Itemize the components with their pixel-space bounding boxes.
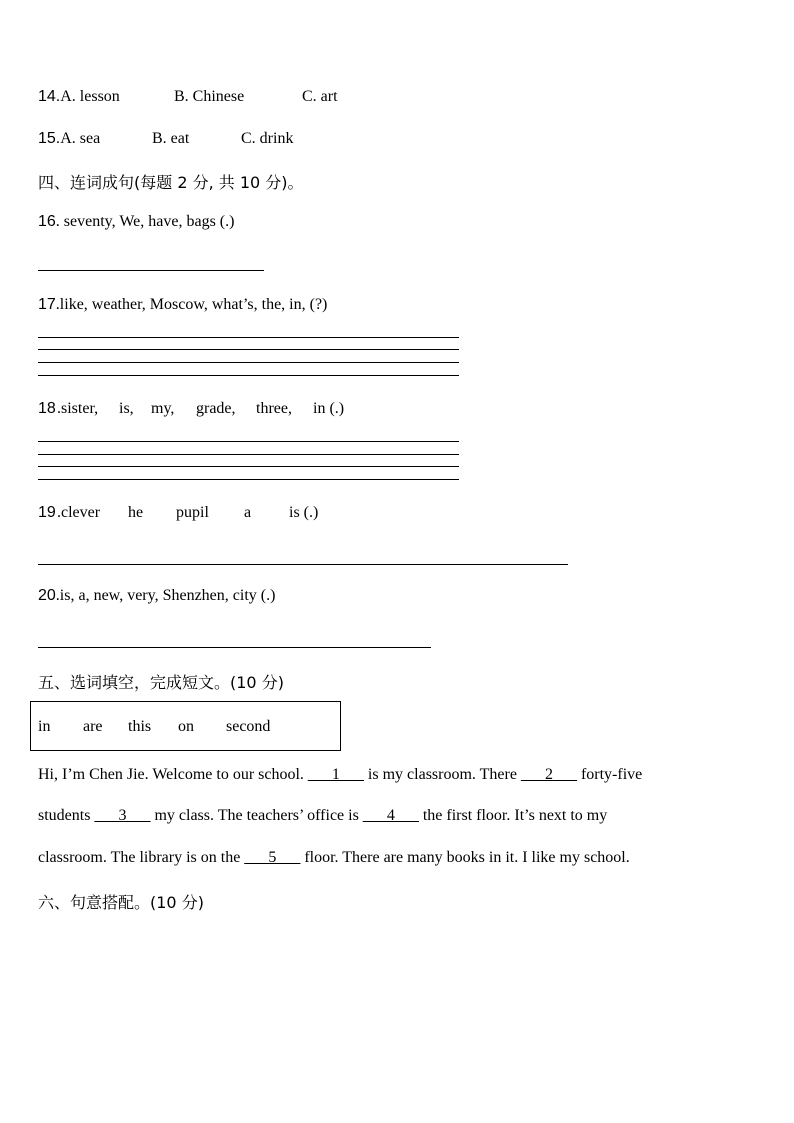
question-20 bbox=[38, 587, 275, 605]
passage-line-3: classroom. The library is on the ___5___ floor. There are many books in it. I like my school. bbox=[38, 849, 630, 866]
option-b: B. Chinese bbox=[174, 88, 245, 105]
question-text: . seventy, We, have, bags (.) bbox=[55, 213, 235, 230]
word: three, bbox=[256, 400, 292, 417]
section-4-title: 四、连词成句(每题 2 分, 共 10 分)。 bbox=[38, 173, 304, 192]
word-bank-item: are bbox=[83, 718, 103, 735]
blank-3[interactable]: ___3___ bbox=[94, 807, 151, 824]
option-a: A. sea bbox=[60, 130, 101, 147]
question-18 bbox=[38, 400, 56, 418]
answer-line bbox=[38, 270, 264, 271]
answer-line bbox=[38, 375, 459, 376]
answer-line bbox=[38, 564, 568, 565]
question-number: 18 bbox=[38, 400, 56, 417]
question-number: 19 bbox=[38, 504, 56, 521]
question-number: 17 bbox=[38, 296, 56, 313]
blank-2[interactable]: ___2___ bbox=[520, 766, 577, 783]
answer-line bbox=[38, 479, 459, 480]
blank-4[interactable]: ___4___ bbox=[362, 807, 419, 824]
option-c: C. drink bbox=[241, 130, 294, 147]
question-text: .like, weather, Moscow, what’s, the, in, (?) bbox=[55, 296, 328, 313]
word-bank-item: on bbox=[178, 718, 194, 735]
word: grade, bbox=[196, 400, 236, 417]
passage-line-2: students ___3___ my class. The teachers’ office is ___4___ the first floor. It’s next to my bbox=[38, 807, 608, 824]
option-b: B. eat bbox=[152, 130, 190, 147]
answer-line bbox=[38, 349, 459, 350]
word: pupil bbox=[176, 504, 209, 521]
word-bank-item: in bbox=[38, 718, 51, 735]
word: .sister, bbox=[57, 400, 99, 417]
option-a: A. lesson bbox=[60, 88, 120, 105]
word: is, bbox=[119, 400, 134, 417]
blank-1[interactable]: ___1___ bbox=[307, 766, 364, 783]
question-number: 20 bbox=[38, 587, 56, 604]
blank-5[interactable]: ___5___ bbox=[244, 849, 301, 866]
word: my, bbox=[151, 400, 175, 417]
question-14 bbox=[38, 88, 120, 106]
word: is (.) bbox=[289, 504, 319, 521]
word-bank-item: this bbox=[128, 718, 152, 735]
option-c: C. art bbox=[302, 88, 338, 105]
answer-line bbox=[38, 454, 459, 455]
word: .clever bbox=[57, 504, 101, 521]
question-number: 15. bbox=[38, 130, 61, 147]
answer-line bbox=[38, 337, 459, 338]
word: he bbox=[128, 504, 144, 521]
question-17 bbox=[38, 296, 327, 314]
question-19 bbox=[38, 504, 56, 522]
section-5-title: 五、选词填空，完成短文。(10 分) bbox=[38, 673, 284, 692]
answer-line bbox=[38, 647, 431, 648]
word: in (.) bbox=[313, 400, 345, 417]
question-15 bbox=[38, 130, 100, 148]
section-6-title: 六、句意搭配。(10 分) bbox=[38, 893, 204, 912]
question-number: 14. bbox=[38, 88, 61, 105]
word-bank-box bbox=[30, 701, 341, 751]
question-text: .is, a, new, very, Shenzhen, city (.) bbox=[55, 587, 276, 604]
word: a bbox=[244, 504, 252, 521]
passage-line-1: Hi, I’m Chen Jie. Welcome to our school. ___1___ is my classroom. There ___2___ forty-five bbox=[38, 766, 643, 783]
question-number: 16 bbox=[38, 213, 56, 230]
answer-line bbox=[38, 441, 459, 442]
answer-line bbox=[38, 466, 459, 467]
answer-line bbox=[38, 362, 459, 363]
word-bank-item: second bbox=[226, 718, 271, 735]
question-16 bbox=[38, 213, 234, 231]
